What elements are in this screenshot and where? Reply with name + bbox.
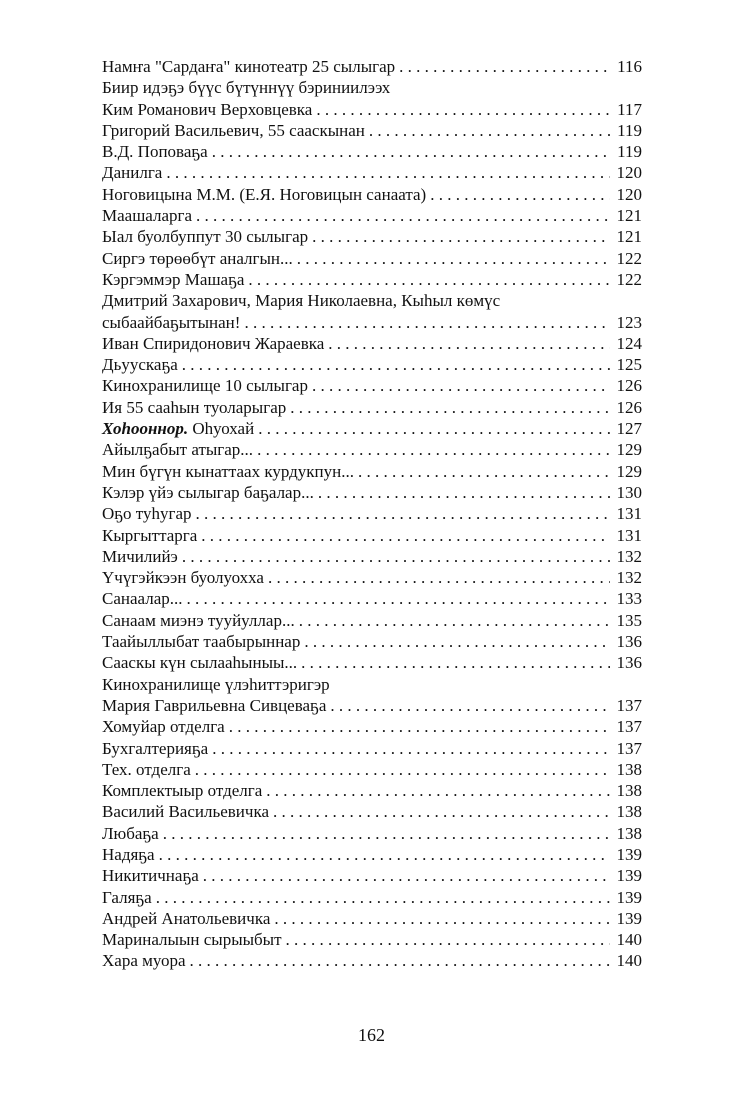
toc-entry	[102, 312, 642, 333]
toc-entry-title: Иван Спиридонович Жараевка	[102, 333, 325, 353]
toc-entry	[102, 99, 642, 120]
toc-entry-title: Кэлэр үйэ сылыгар баҕалар...	[102, 482, 314, 502]
toc-entry-title: сыбаайбаҕытынан!	[102, 312, 241, 332]
dot-leader	[297, 248, 610, 269]
dot-leader	[358, 461, 610, 482]
toc-entry	[102, 695, 642, 716]
toc-entry-page: 126	[616, 376, 642, 396]
toc-entry-page: 135	[616, 610, 642, 630]
dot-leader	[268, 567, 610, 588]
toc-entry-page: 139	[616, 908, 642, 928]
toc-entry-title: Ыал буолбуппут 30 сылыгар	[102, 227, 309, 247]
toc-entry-title: Намҥа "Сардаҥа" кинотеатр 25 сылыгар	[102, 57, 396, 76]
toc-entry-title: Хомуйар отделга	[102, 717, 225, 737]
toc-entry-title: Дьуускаҕа	[102, 355, 178, 375]
toc-entry	[102, 652, 642, 673]
toc-entry	[102, 503, 642, 524]
toc-entry-page: 120	[616, 163, 642, 183]
dot-leader	[318, 482, 610, 503]
dot-leader	[195, 759, 610, 780]
toc-entry-title: Тех. отделга	[102, 759, 191, 779]
toc-entry	[102, 631, 642, 652]
toc-entry	[102, 780, 642, 801]
toc-entry	[102, 205, 642, 226]
toc-entry-page: 137	[616, 717, 642, 737]
dot-leader	[273, 801, 610, 822]
toc-entry	[102, 162, 642, 183]
toc-entry	[102, 823, 642, 844]
toc-entry	[102, 333, 642, 354]
dot-leader	[316, 99, 610, 120]
toc-entry-title: Кыргыттарга	[102, 525, 198, 545]
toc-entry-page: 116	[617, 57, 642, 76]
toc-entry-title: Кинохранилище үлэһиттэригэр	[102, 674, 330, 694]
toc-entry-title: Үчүгэйкээн буолуохха	[102, 568, 264, 588]
toc-entry-page: 136	[616, 632, 642, 652]
dot-leader	[229, 716, 610, 737]
toc-entry-title: Мария Гаврильевна Сивцеваҕа	[102, 695, 327, 715]
dot-leader	[163, 823, 610, 844]
dot-leader	[330, 695, 610, 716]
toc-entry-page: 132	[616, 546, 642, 566]
toc-entry-page: 138	[616, 781, 642, 801]
toc-entry-page: 126	[616, 397, 642, 417]
toc-entry-page: 138	[616, 802, 642, 822]
toc-entry-page: 140	[616, 930, 642, 950]
toc-entry-page: 117	[617, 99, 642, 119]
toc-entry-page: 131	[616, 525, 642, 545]
toc-entry	[102, 610, 642, 631]
toc-entry-page: 140	[616, 951, 642, 971]
dot-leader	[274, 908, 610, 929]
toc-entry	[102, 461, 642, 482]
toc-entry-page: 122	[616, 248, 642, 268]
toc-entry-page: 131	[616, 504, 642, 524]
toc-entry-page: 130	[616, 482, 642, 502]
toc-entry	[102, 439, 642, 460]
toc-entry	[102, 482, 642, 503]
dot-leader	[244, 312, 610, 333]
dot-leader	[196, 503, 610, 524]
toc-entry-title: Ия 55 сааһын туоларыгар	[102, 397, 287, 417]
toc-entry	[102, 120, 642, 141]
toc-entry-title: Санаам миэнэ тууйуллар...	[102, 610, 295, 630]
toc-entry	[102, 56, 642, 77]
toc-entry-title-rest: Оһуохай	[188, 419, 255, 439]
toc-entry-title: Андрей Анатольевичка	[102, 908, 271, 928]
dot-leader	[190, 950, 611, 971]
dot-leader	[328, 333, 610, 354]
toc-entry-page: 138	[616, 759, 642, 779]
toc-entry	[102, 908, 642, 929]
toc-entry-title: Ноговицына М.М. (Е.Я. Ноговицын санаата)	[102, 184, 427, 204]
toc-entry-title: Сиргэ төрөөбүт аналгын...	[102, 248, 293, 268]
dot-leader	[286, 929, 610, 950]
toc-entry-page: 129	[616, 440, 642, 460]
toc-entry	[102, 418, 642, 439]
toc-entry	[102, 674, 642, 695]
toc-entry	[102, 525, 642, 546]
toc-entry-title: Кинохранилище 10 сылыгар	[102, 376, 308, 396]
toc-entry	[102, 269, 642, 290]
dot-leader	[159, 844, 610, 865]
toc-entry-page: 125	[616, 355, 642, 375]
toc-entry-title: Маашаларга	[102, 206, 193, 226]
toc-entry-title: Ким Романович Верховцевка	[102, 99, 313, 119]
dot-leader	[156, 887, 610, 908]
toc-entry-page: 119	[617, 120, 642, 140]
toc-entry-title: Дмитрий Захарович, Мария Николаевна, Кыһыл көмүс	[102, 291, 501, 311]
toc-entry	[102, 844, 642, 865]
toc-entry	[102, 397, 642, 418]
toc-entry-title: Никитичнаҕа	[102, 866, 199, 886]
toc-entry-title: В.Д. Поповаҕа	[102, 142, 208, 162]
toc-entry-page: 139	[616, 844, 642, 864]
toc-entry	[102, 354, 642, 375]
toc-entry-title	[102, 418, 254, 439]
toc-entry-title: Сааскы күн сылааһыныы...	[102, 653, 298, 673]
dot-leader	[399, 56, 610, 77]
toc-entry-page: 129	[616, 461, 642, 481]
toc-entry-title: Таайыллыбат таабырыннар	[102, 632, 301, 652]
toc-entry-page: 121	[616, 206, 642, 226]
dot-leader	[301, 652, 610, 673]
toc-entry-page: 127	[616, 419, 642, 439]
toc-entry-page: 120	[616, 184, 642, 204]
toc-entry	[102, 588, 642, 609]
table-of-contents	[102, 56, 642, 972]
toc-entry	[102, 865, 642, 886]
dot-leader	[212, 141, 610, 162]
toc-entry-title: Григорий Васильевич, 55 сааскынан	[102, 120, 365, 140]
dot-leader	[201, 525, 610, 546]
dot-leader	[203, 865, 610, 886]
toc-entry-page: 123	[616, 312, 642, 332]
toc-entry-title: Мин бүгүн кынаттаах курдукпун...	[102, 461, 354, 481]
toc-entry-title: Комплектыыр отделга	[102, 781, 263, 801]
toc-entry-title: Любаҕа	[102, 823, 159, 843]
toc-entry-title: Данилга	[102, 163, 163, 183]
toc-entry-page: 139	[616, 887, 642, 907]
page-number: 162	[358, 1025, 385, 1045]
dot-leader	[212, 738, 610, 759]
toc-entry-page: 124	[616, 333, 642, 353]
dot-leader	[430, 184, 610, 205]
toc-entry-title: Кэргэммэр Машаҕа	[102, 269, 245, 289]
toc-entry-page: 137	[616, 738, 642, 758]
toc-entry	[102, 801, 642, 822]
dot-leader	[196, 205, 610, 226]
toc-entry	[102, 141, 642, 162]
toc-entry	[102, 950, 642, 971]
toc-entry	[102, 716, 642, 737]
toc-entry-title: Оҕо туһугар	[102, 504, 192, 524]
toc-entry-title: Мичилийэ	[102, 546, 178, 566]
toc-entry-title: Бухгалтерияҕа	[102, 738, 209, 758]
toc-entry	[102, 375, 642, 396]
toc-entry-page: 138	[616, 823, 642, 843]
dot-leader	[312, 375, 610, 396]
toc-entry	[102, 546, 642, 567]
toc-entry-title: Санаалар...	[102, 589, 183, 609]
toc-entry-page: 136	[616, 653, 642, 673]
toc-entry	[102, 248, 642, 269]
toc-entry-page: 132	[616, 568, 642, 588]
toc-entry	[102, 290, 642, 311]
toc-entry-title: Василий Васильевичка	[102, 802, 269, 822]
toc-entry-title: Биир идэҕэ бүүс бүтүннүү бэриниилээх	[102, 78, 391, 98]
dot-leader	[182, 546, 610, 567]
dot-leader	[312, 226, 610, 247]
toc-entry-page: 133	[616, 589, 642, 609]
toc-entry	[102, 759, 642, 780]
toc-entry-page: 119	[617, 142, 642, 162]
toc-entry-page: 137	[616, 695, 642, 715]
toc-entry-page: 139	[616, 866, 642, 886]
toc-entry	[102, 887, 642, 908]
toc-entry-title: Мариналыын сырыыбыт	[102, 930, 282, 950]
dot-leader	[257, 439, 610, 460]
toc-entry	[102, 184, 642, 205]
dot-leader	[304, 631, 610, 652]
toc-entry	[102, 226, 642, 247]
toc-entry-title: Хара муора	[102, 951, 186, 971]
toc-entry-title: Айылҕабыт атыгар...	[102, 440, 254, 460]
toc-entry-title: Галяҕа	[102, 887, 152, 907]
toc-entry	[102, 738, 642, 759]
toc-entry-title: Надяҕа	[102, 844, 155, 864]
dot-leader	[166, 162, 610, 183]
dot-leader	[369, 120, 610, 141]
toc-entry-page: 122	[616, 269, 642, 289]
dot-leader	[182, 354, 610, 375]
dot-leader	[248, 269, 610, 290]
dot-leader	[258, 418, 610, 439]
section-heading: Хоһооннор.	[102, 419, 189, 439]
dot-leader	[290, 397, 610, 418]
toc-entry	[102, 77, 642, 98]
dot-leader	[187, 588, 610, 609]
toc-entry	[102, 567, 642, 588]
toc-entry	[102, 929, 642, 950]
toc-entry-page: 121	[616, 227, 642, 247]
dot-leader	[266, 780, 610, 801]
dot-leader	[299, 610, 610, 631]
